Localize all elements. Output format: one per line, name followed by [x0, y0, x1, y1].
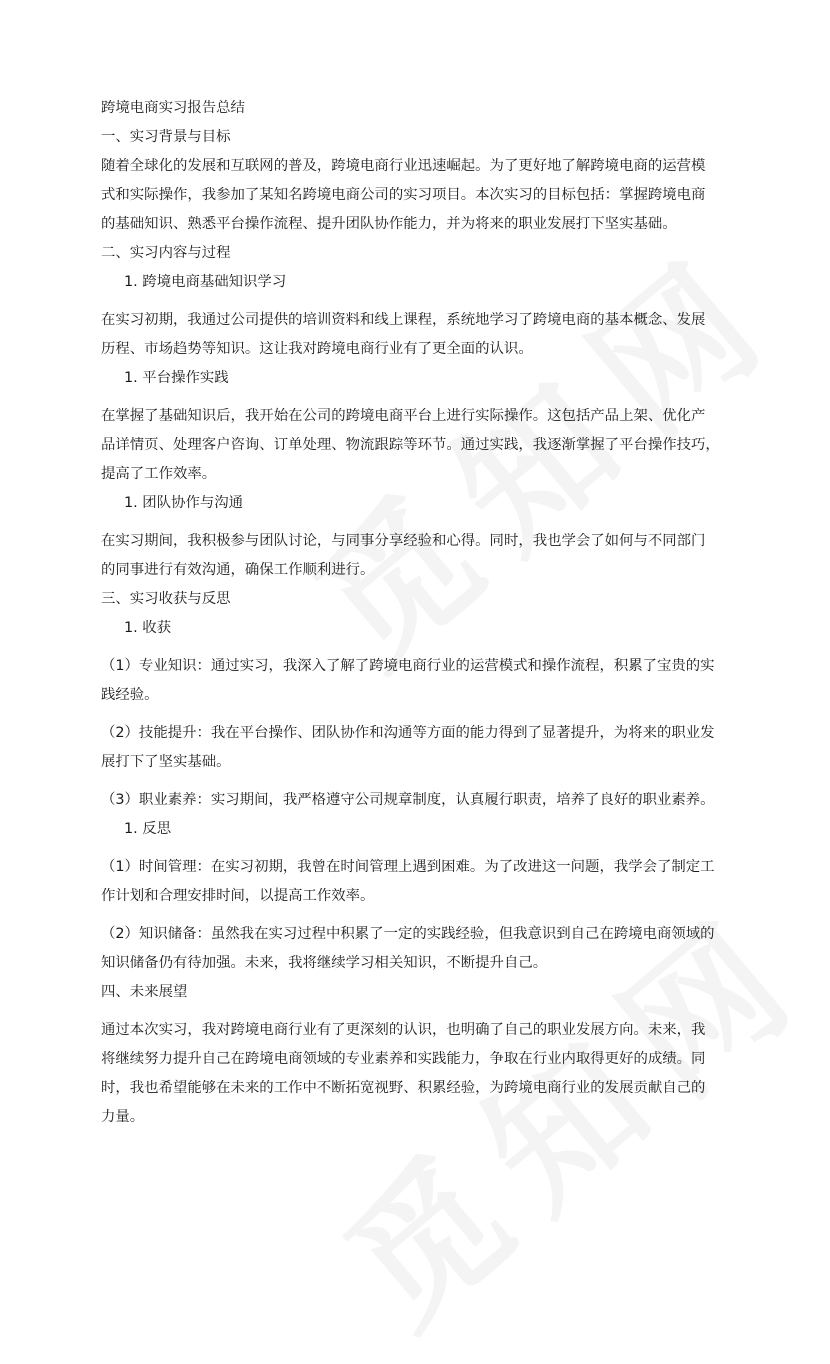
paragraph-line: 知识储备仍有待加强。未来，我将继续学习相关知识，不断提升自己。	[101, 955, 548, 971]
list-item-heading: 1. 反思	[124, 821, 172, 837]
paragraph-line: 提高了工作效率。	[101, 466, 217, 482]
paragraph-line: 践经验。	[101, 687, 159, 703]
section-heading: 三、实习收获与反思	[101, 591, 231, 607]
paragraph-line: （1）时间管理：在实习初期，我曾在时间管理上遇到困难。为了改进这一问题，我学会了制定工	[101, 859, 715, 875]
section-heading: 一、实习背景与目标	[101, 129, 231, 145]
paragraph-line: 品详情页、处理客户咨询、订单处理、物流跟踪等环节。通过实践，我逐渐掌握了平台操作技巧，	[101, 437, 720, 453]
list-item-heading: 1. 跨境电商基础知识学习	[124, 274, 287, 290]
paragraph-line: 的基础知识、熟悉平台操作流程、提升团队协作能力，并为将来的职业发展打下坚实基础。	[101, 216, 677, 232]
list-item-heading: 1. 团队协作与沟通	[124, 495, 244, 511]
document-body	[101, 94, 731, 1132]
paragraph-line: （3）职业素养：实习期间，我严格遵守公司规章制度，认真履行职责，培养了良好的职业素养。	[101, 792, 715, 808]
paragraph-line: 通过本次实习，我对跨境电商行业有了更深刻的认识，也明确了自己的职业发展方向。未来，我	[101, 1022, 706, 1038]
paragraph-line: 历程、市场趋势等知识。这让我对跨境电商行业有了更全面的认识。	[101, 341, 533, 357]
paragraph-line: 作计划和合理安排时间，以提高工作效率。	[101, 888, 375, 904]
paragraph-line: 在实习初期，我通过公司提供的培训资料和线上课程，系统地学习了跨境电商的基本概念、发展	[101, 312, 706, 328]
paragraph-line: 力量。	[101, 1109, 145, 1125]
paragraph-line: （2）技能提升：我在平台操作、团队协作和沟通等方面的能力得到了显著提升，为将来的职业发	[101, 725, 715, 741]
list-item-heading: 1. 平台操作实践	[124, 370, 229, 386]
section-heading: 二、实习内容与过程	[101, 245, 231, 261]
paragraph-line: 时，我也希望能够在未来的工作中不断拓宽视野、积累经验，为跨境电商行业的发展贡献自己的	[101, 1080, 706, 1096]
paragraph-line: 在实习期间，我积极参与团队讨论，与同事分享经验和心得。同时，我也学会了如何与不同部门	[101, 533, 706, 549]
document-title: 跨境电商实习报告总结	[101, 100, 245, 116]
paragraph-line: （1）专业知识：通过实习，我深入了解了跨境电商行业的运营模式和操作流程，积累了宝贵的实	[101, 658, 715, 674]
paragraph-line: 随着全球化的发展和互联网的普及，跨境电商行业迅速崛起。为了更好地了解跨境电商的运营模	[101, 158, 706, 174]
paragraph-line: 在掌握了基础知识后，我开始在公司的跨境电商平台上进行实际操作。这包括产品上架、优化产	[101, 408, 706, 424]
paragraph-line: 将继续努力提升自己在跨境电商领域的专业素养和实践能力，争取在行业内取得更好的成绩。同	[101, 1051, 706, 1067]
list-item-heading: 1. 收获	[124, 620, 172, 636]
paragraph-line: 的同事进行有效沟通，确保工作顺利进行。	[101, 562, 375, 578]
paragraph-line: 式和实际操作，我参加了某知名跨境电商公司的实习项目。本次实习的目标包括：掌握跨境电商	[101, 187, 706, 203]
paragraph-line: 展打下了坚实基础。	[101, 754, 231, 770]
section-heading: 四、未来展望	[101, 984, 188, 1000]
paragraph-line: （2）知识储备：虽然我在实习过程中积累了一定的实践经验，但我意识到自己在跨境电商领域的	[101, 926, 715, 942]
